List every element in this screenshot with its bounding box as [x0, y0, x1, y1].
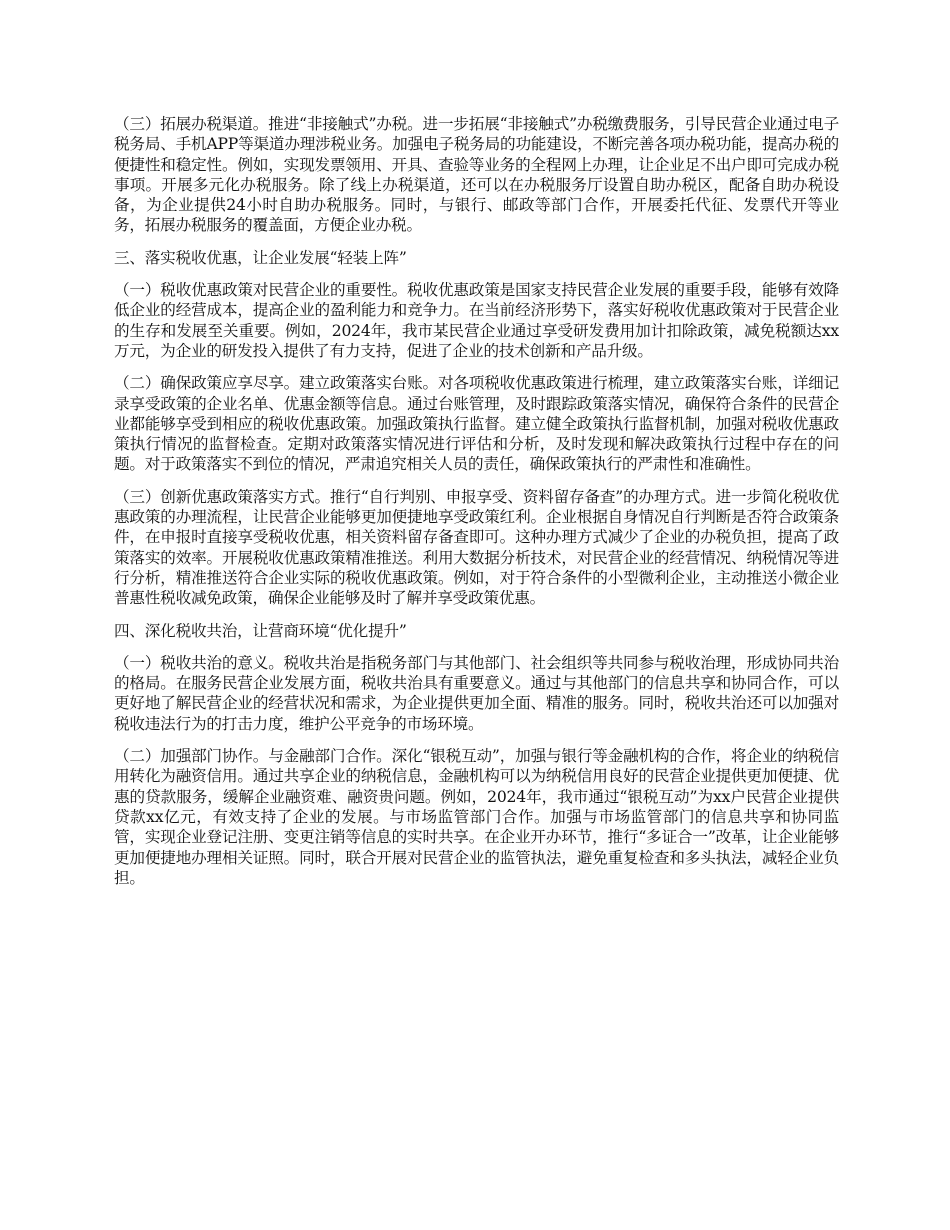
paragraph-ensure-policy-enjoyment: （二）确保政策应享尽享。建立政策落实台账。对各项税收优惠政策进行梳理，建立政策落实台账，详细记录享受政策的企业名单、优惠金额等信息。通过台账管理，及时跟踪政策落实情况，确保符合条件的民营企业都能够享受到相应的税收优惠政策。加强政策执行监督。建立健全政策执行监督机制，加强对税收优惠政策执行情况的监督检查。定期对政策落实情况进行评估和分析，及时发现和解决政策执行过程中存在的问题。对于政策落实不到位的情况，严肃追究相关人员的责任，确保政策执行的严肃性和准确性。: [114, 374, 839, 474]
section-heading-tax-incentives: 三、落实税收优惠，让企业发展“轻装上阵”: [114, 248, 407, 267]
paragraph-incentive-importance: （一）税收优惠政策对民营企业的重要性。税收优惠政策是国家支持民营企业发展的重要手段，能够有效降低企业的经营成本，提高企业的盈利能力和竞争力。在当前经济形势下，落实好税收优惠政策对于民营企业的生存和发展至关重要。例如，2024年，我市某民营企业通过享受研发费用加计扣除政策，减免税额达xx万元，为企业的研发投入提供了有力支持，促进了企业的技术创新和产品升级。: [114, 281, 839, 360]
paragraph-department-cooperation: （二）加强部门协作。与金融部门合作。深化“银税互动”，加强与银行等金融机构的合作，将企业的纳税信用转化为融资信用。通过共享企业的纳税信息，金融机构可以为纳税信用良好的民营企业提供更加便捷、优惠的贷款服务，缓解企业融资难、融资贵问题。例如，2024年，我市通过“银税互动”为xx户民营企业提供贷款xx亿元，有效支持了企业的发展。与市场监管部门合作。加强与市场监管部门的信息共享和协同监管，实现企业登记注册、变更注销等信息的实时共享。在企业开办环节，推行“多证合一”改革，让企业能够更加便捷地办理相关证照。同时，联合开展对民营企业的监管执法，避免重复检查和多头执法，减轻企业负担。: [114, 747, 839, 887]
paragraph-expand-tax-channels: （三）拓展办税渠道。推进“非接触式”办税。进一步拓展“非接触式”办税缴费服务，引导民营企业通过电子税务局、手机APP等渠道办理涉税业务。加强电子税务局的功能建设，不断完善各项办税功能，提高办税的便捷性和稳定性。例如，实现发票领用、开具、查验等业务的全程网上办理，让企业足不出户即可完成办税事项。开展多元化办税服务。除了线上办税渠道，还可以在办税服务厅设置自助办税区，配备自助办税设备，为企业提供24小时自助办税服务。同时，与银行、邮政等部门合作，开展委托代征、发票代开等业务，拓展办税服务的覆盖面，方便企业办税。: [114, 115, 839, 235]
document-page: [114, 114, 839, 900]
section-heading-co-governance: 四、深化税收共治，让营商环境“优化提升”: [114, 621, 407, 640]
paragraph-innovate-implementation: （三）创新优惠政策落实方式。推行“自行判别、申报享受、资料留存备查”的办理方式。进一步简化税收优惠政策的办理流程，让民营企业能够更加便捷地享受政策红利。企业根据自身情况自行判断是否符合政策条件，在申报时直接享受税收优惠，相关资料留存备查即可。这种办理方式减少了企业的办税负担，提高了政策落实的效率。开展税收优惠政策精准推送。利用大数据分析技术，对民营企业的经营情况、纳税情况等进行分析，精准推送符合企业实际的税收优惠政策。例如，对于符合条件的小型微利企业，主动推送小微企业普惠性税收减免政策，确保企业能够及时了解并享受政策优惠。: [114, 487, 839, 608]
paragraph-co-governance-meaning: （一）税收共治的意义。税收共治是指税务部门与其他部门、社会组织等共同参与税收治理，形成协同共治的格局。在服务民营企业发展方面，税收共治具有重要意义。通过与其他部门的信息共享和协同合作，可以更好地了解民营企业的经营状况和需求，为企业提供更加全面、精准的服务。同时，税收共治还可以加强对税收违法行为的打击力度，维护公平竞争的市场环境。: [114, 653, 839, 733]
